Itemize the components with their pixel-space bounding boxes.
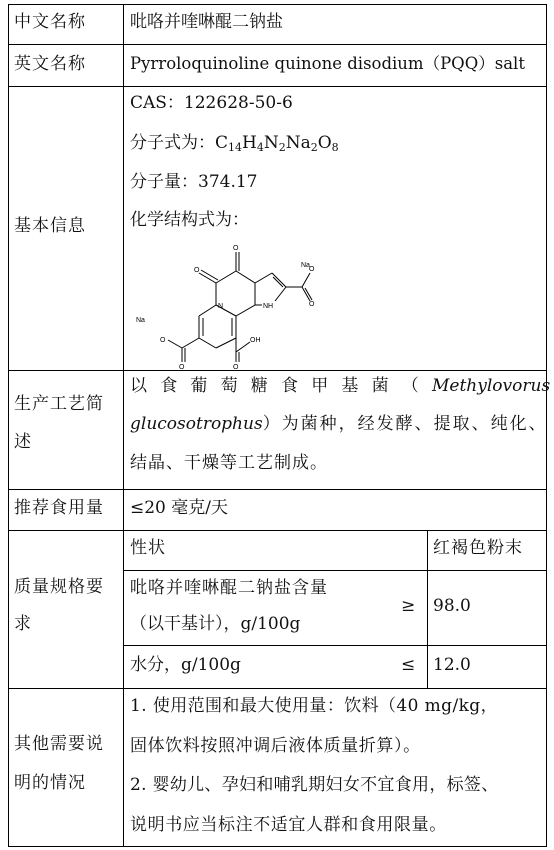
process-line2: glucosotrophus）为菌种，经发酵、提取、纯化、 — [130, 414, 548, 434]
cn-name-label: 中文名称 — [14, 12, 86, 32]
content-value: 98.0 — [433, 596, 471, 616]
process-label-line2: 述 — [14, 432, 32, 452]
atom-o-minus-1: O — [309, 266, 315, 273]
sodium-2: Na — [136, 317, 145, 324]
atom-oxygen-1: O — [194, 267, 200, 274]
other-line2: 固体饮料按照冲调后液体质量折算）。 — [130, 736, 421, 756]
molecular-formula: 分子式为：$C_{14}H_4N_2Na_2O_8$ — [130, 133, 339, 154]
other-line1: 1. 使用范围和最大使用量：饮料（40 mg/kg， — [130, 696, 498, 716]
intake-label: 推荐食用量 — [14, 498, 104, 518]
appearance-value: 红褐色粉末 — [433, 538, 523, 558]
content-item-line1: 吡咯并喹啉醌二钠盐含量 — [130, 578, 328, 598]
molecular-weight: 分子量：374.17 — [130, 172, 258, 192]
other-line4: 说明书应当标注不适宜人群和食用限量。 — [130, 815, 447, 835]
other-line3: 2. 婴幼儿、孕妇和哺乳期妇女不宜食用，标签、 — [130, 775, 499, 795]
sodium-1: Na — [301, 262, 310, 269]
intake-value: ≤20 毫克/天 — [130, 498, 229, 518]
content-item-line2: （以干基计），g/100g — [130, 614, 301, 634]
cn-name-value: 吡咯并喹啉醌二钠盐 — [130, 12, 283, 32]
atom-oxygen-5: O — [233, 364, 239, 371]
atom-o-minus-2: O — [160, 337, 166, 344]
process-line3: 结晶、干燥等工艺制成。 — [130, 453, 328, 473]
atom-nitrogen: N — [218, 303, 224, 310]
atom-oxygen-4: O — [179, 364, 185, 371]
quality-label-line1: 质量规格要 — [14, 577, 104, 597]
basic-info-label: 基本信息 — [14, 216, 86, 236]
process-label-line1: 生产工艺简 — [14, 394, 104, 414]
other-label-line1: 其他需要说 — [14, 734, 104, 754]
atom-oxygen-3: O — [309, 301, 315, 308]
quality-label-line2: 求 — [14, 614, 32, 634]
appearance-item: 性状 — [130, 538, 166, 558]
atom-nh: NH — [263, 303, 274, 310]
atom-oxygen-2: O — [233, 245, 239, 252]
en-name-value: Pyrroloquinoline quinone disodium（PQQ）salt — [130, 54, 525, 73]
moisture-item: 水分，g/100g — [130, 655, 241, 675]
moisture-operator: ≤ — [401, 655, 416, 675]
atom-hydroxyl: OH — [250, 337, 261, 344]
cas-number: CAS：122628-50-6 — [130, 93, 293, 113]
chemical-structure — [126, 240, 326, 371]
process-line1: 以食葡萄糖食甲基菌（ Methylovorus — [130, 376, 551, 396]
en-name-label: 英文名称 — [14, 54, 86, 74]
structure-label: 化学结构式为： — [130, 210, 249, 230]
other-label-line2: 明的情况 — [14, 773, 86, 793]
moisture-value: 12.0 — [433, 655, 471, 675]
content-operator: ≥ — [401, 596, 416, 616]
